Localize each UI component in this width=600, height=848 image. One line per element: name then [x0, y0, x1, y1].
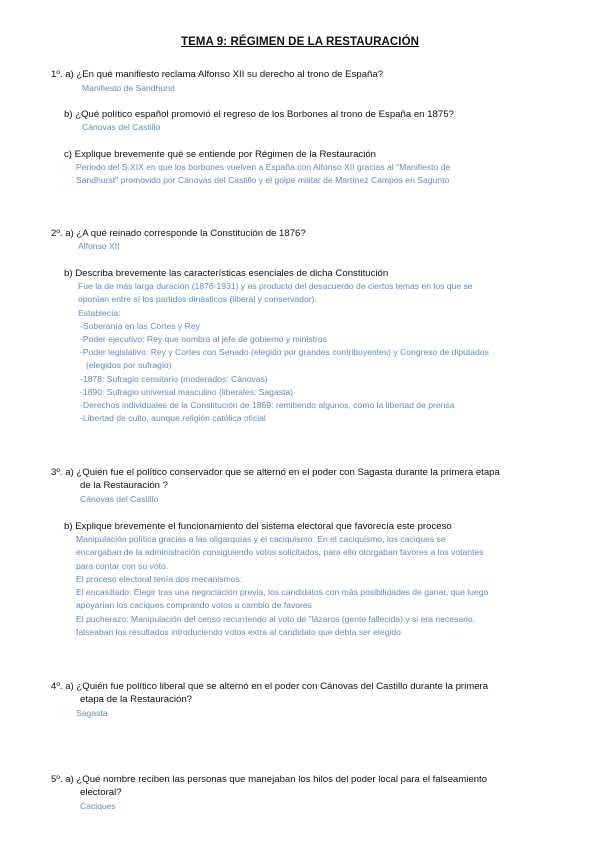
answer-3b-line: apoyarían los caciques comprando votos a cambio de favores — [76, 600, 312, 610]
answer-2b-line: -1878: Sufragio censitario (moderados: Cánovas) — [80, 374, 268, 384]
answer-2b-line: Establecía: — [78, 308, 121, 318]
page-title: TEMA 9: RÉGIMEN DE LA RESTAURACIÓN — [180, 36, 420, 48]
answer-2a: Alfonso XII — [78, 241, 120, 251]
answer-3b-line: encargaban de la administración consiguiendo votos solicitados, para ello otorgaban favores a los votantes — [76, 547, 484, 557]
question-text: Explique brevemente el funcionamiento del sistema electoral que favorecía este proceso — [75, 521, 452, 532]
question-text: ¿A qué reinado corresponde la Constitución de 1876? — [76, 228, 306, 239]
part-letter: a) — [65, 681, 74, 692]
question-4a — [51, 680, 488, 693]
answer-3b-line: El proceso electoral tenía dos mecanismos: — [76, 574, 243, 584]
question-3b — [64, 520, 452, 533]
answer-2b-line: -Poder legislativo: Rey y Cortes con Senado (elegido por grandes contribuyentes) y Congreso de diputados — [80, 347, 489, 357]
part-letter: b) — [64, 521, 73, 532]
question-number: 3º. — [51, 467, 63, 478]
answer-4a: Sagasta — [76, 708, 108, 718]
answer-3a: Cánovas del Castillo — [80, 494, 159, 504]
answer-3b-line: para contar con su voto. — [76, 561, 169, 571]
answer-1c-line: Periodo del S.XIX en que los borbones vuelven a España con Alfonso XII gracias al "Manifiesto de — [76, 162, 451, 172]
answer-2b-line: -1890: Sufragio universal masculino (liberales: Sagasta) — [80, 387, 294, 397]
question-1a — [51, 68, 383, 81]
answer-2b-line: -Libertad de culto, aunque religión católica oficial — [80, 413, 266, 423]
question-text: ¿Qué nombre reciben las personas que manejaban los hilos del poder local para el falseamiento — [76, 774, 488, 785]
answer-2b-line: oponían entre sí los partidos dinásticos (liberal y conservador). — [78, 294, 317, 304]
answer-1b: Cánovas del Castillo — [82, 122, 161, 132]
answer-2b-line: -Soberanía en las Cortes y Rey — [80, 321, 200, 331]
answer-1c-line: Sandhurst" promovido por Cánovas del Castillo y el golpe militar de Martínez Campos en Sagunto — [76, 175, 450, 185]
question-text: Describa brevemente las características esenciales de dicha Constitución — [75, 268, 389, 279]
question-number: 4º. — [51, 681, 63, 692]
question-2a — [51, 227, 306, 240]
answer-1a: Manifiesto de Sandhurst — [82, 83, 175, 93]
answer-3b-line: Manipulación política gracias a las oligarquías y el caciquismo. En el caciquismo, los caciques se — [76, 534, 446, 544]
question-1c — [64, 148, 376, 161]
part-letter: c) — [64, 149, 72, 160]
question-number: 2º. — [51, 228, 63, 239]
question-text: ¿Quién fue político liberal que se alternó en el poder con Cánovas del Castillo durante la primera — [76, 681, 489, 692]
part-letter: b) — [64, 109, 73, 120]
answer-3b-line: El pucherazo: Manipulación del censo recurriendo al voto de "lázaros (gente fallecida) y si era necesario, — [76, 614, 476, 624]
question-4a-cont: etapa de la Restauración? — [80, 694, 193, 705]
part-letter: a) — [65, 228, 74, 239]
answer-2b-line: -Poder ejecutivo: Rey que nombra al jefe de gobierno y ministros — [80, 334, 327, 344]
answer-3b-line: falseaban los resultados introduciendo votos extra al candidato que debía ser elegido — [76, 627, 401, 637]
part-letter: a) — [65, 774, 74, 785]
part-letter: b) — [64, 268, 73, 279]
answer-2b-line: (elegidos por sufragio) — [86, 360, 172, 370]
question-text: Explique brevemente qué se entiende por Régimen de la Restauración — [74, 149, 376, 160]
answer-3b-line: El encasillado: Elegir tras una negociación previa, los candidatos con más posibilidades de ganar, que luego — [76, 587, 489, 597]
part-letter: a) — [65, 69, 74, 80]
question-number: 1º. — [51, 69, 63, 80]
question-2b — [64, 267, 388, 280]
question-5a — [51, 773, 487, 786]
question-5a-cont: electoral? — [80, 787, 122, 798]
answer-2b-line: -Derechos individuales de la Constitución de 1869: remitiendo algunos, como la libertad de prensa — [80, 400, 455, 410]
question-number: 5º. — [51, 774, 63, 785]
question-text: ¿Quién fue el político conservador que se alternó en el poder con Sagasta durante la primera etapa — [76, 467, 500, 478]
question-1b — [64, 108, 454, 121]
question-3a-cont: de la Restauración ? — [80, 480, 168, 491]
question-text: ¿En qué manifiesto reclama Alfonso XII su derecho al trono de España? — [76, 69, 384, 80]
question-text: ¿Qué político español promovió el regreso de los Borbones al trono de España en 1875? — [75, 109, 454, 120]
part-letter: a) — [65, 467, 74, 478]
answer-2b-line: Fue la de más larga duración (1876-1931) y es producto del desacuerdo de ciertos temas en los que se — [78, 281, 473, 291]
answer-5a: Caciques — [80, 801, 116, 811]
question-3a — [51, 466, 500, 479]
